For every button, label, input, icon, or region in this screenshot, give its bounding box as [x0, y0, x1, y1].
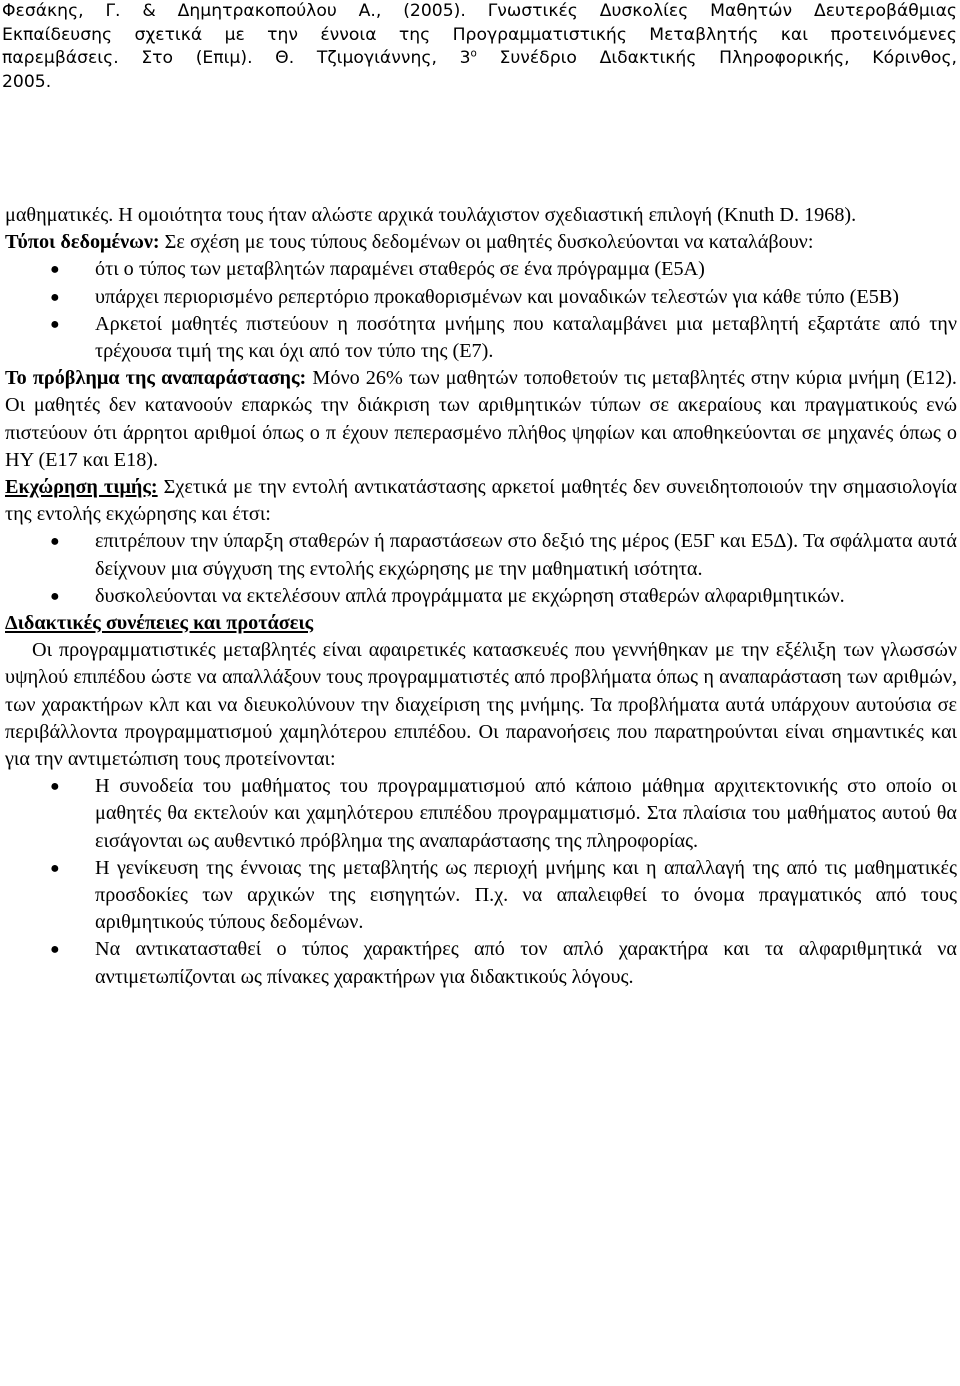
citation-line [2, 47, 957, 71]
bullet-icon: ● [50, 587, 60, 605]
list-item [5, 284, 957, 311]
citation-text: Συνέδριο Διδακτικής Πληροφορικής, Κόρινθος, [476, 48, 957, 68]
list-item [5, 528, 957, 582]
list-item-text: Να αντικατασταθεί ο τύπος χαρακτήρες από τον απλό χαρακτήρα και τα αλφαριθμητικά να αντιμετωπίζονται ως πίνακες χαρακτήρων για διδακτικούς λόγους. [95, 938, 957, 988]
paragraph-text: Σε σχέση με τους τύπους δεδομένων οι μαθητές δυσκολεύονται να καταλάβουν: [159, 231, 814, 254]
list-item-text: Η συνοδεία του μαθήματος του προγραμματισμού από κάποιο μάθημα αρχιτεκτονικής στο οποίο οι μαθητές θα εκτελούν και χαμηλότερου επιπέδου προγραμματισμό. Στα πλαίσια του μαθήματος αυτού θα εισάγονται ως αυθεντικό πρόβλημα της αναπαράστασης της πληροφορίας. [95, 775, 957, 852]
section-heading-data-types: Τύποι δεδομένων: [5, 231, 160, 254]
paragraph-text: Μόνο 26% των μαθητών τοποθετούν τις μεταβλητές στην κύρια μνήμη (Ε12). Οι μαθητές δεν κατανοούν επαρκώς την διάκριση των αριθμητικών τύπων σε ακεραίους και πραγματικούς ενώ πιστεύουν ότι άρρητοι αριθμοί όπως ο π έχουν πεπερασμένο πλήθος ψηφίων και αποθηκεύονται σε μηχανές όπως ο ΗΥ (Ε17 και Ε18). [5, 367, 957, 471]
section-heading-didactic [5, 610, 957, 637]
bullet-icon: ● [50, 261, 60, 279]
list-item [5, 936, 957, 990]
list-item [5, 311, 957, 365]
superscript: ο [470, 47, 477, 60]
bullet-list-assignment [5, 528, 957, 610]
section-heading-didactic-text: Διδακτικές συνέπειες και προτάσεις [5, 612, 314, 635]
list-item-text: ότι ο τύπος των μεταβλητών παραμένει σταθερός σε ένα πρόγραμμα (Ε5Α) [95, 258, 705, 281]
bullet-icon: ● [50, 778, 60, 796]
citation-line: Φεσάκης, Γ. & Δημητρακοπούλου Α., (2005). Γνωστικές Δυσκολίες Μαθητών Δευτεροβάθμιας [2, 1, 957, 21]
bullet-icon: ● [50, 288, 60, 306]
list-item-text: Αρκετοί μαθητές πιστεύουν η ποσότητα μνήμης που καταλαμβάνει μια μεταβλητή εξαρτάτε από την τρέχουσα τιμή της και όχι από τον τύπο της (Ε7). [95, 312, 957, 363]
citation-text: παρεμβάσεις. Στο (Επιμ). Θ. Τζιμογιάννης, 3 [2, 48, 471, 68]
paragraph-representation [5, 365, 957, 474]
bullet-icon: ● [50, 859, 60, 877]
paragraph-assignment [5, 474, 957, 528]
bullet-icon: ● [50, 315, 60, 333]
list-item-text: δυσκολεύονται να εκτελέσουν απλά προγράμματα με εκχώρηση σταθερών αλφαριθμητικών. [95, 584, 845, 607]
citation-line: Εκπαίδευσης σχετικά με την έννοια της Προγραμματιστικής Μεταβλητής και προτεινόμενες [2, 24, 957, 45]
list-item [5, 855, 957, 937]
bullet-list-didactic [5, 773, 957, 991]
bullet-icon: ● [50, 941, 60, 959]
bullet-list-data-types [5, 256, 957, 365]
citation-line: 2005. [2, 71, 52, 92]
list-item-text: επιτρέπουν την ύπαρξη σταθερών ή παραστάσεων στο δεξιό της μέρος (Ε5Γ και Ε5Δ). Τα σφάλματα αυτά δείχνουν μια σύγχυση της εντολής εκχώρησης με την μαθηματική ισότητα. [95, 530, 957, 580]
bullet-icon: ● [50, 533, 60, 551]
document-body [5, 202, 957, 991]
paragraph-data-types [5, 229, 957, 256]
paragraph-didactic: Οι προγραμματιστικές μεταβλητές είναι αφαιρετικές κατασκευές που γεννήθηκαν με την εξέλιξη των γλωσσών υψηλού επιπέδου ώστε να απαλλάξουν τους προγραμματιστές από προβλήματα όπως η αναπαράσταση των αριθμών, των χαρακτήρων κλπ και να διευκολύνουν την διαχείριση της μνήμης. Τα προβλήματα αυτά υπάρχουν αυτούσια σε περιβάλλοντα προγραμματισμού χαμηλότερου επιπέδου. Οι παρανοήσεις που παρατηρούνται είναι σημαντικές και για την αντιμετώπιση τους προτείνονται: [5, 639, 957, 771]
section-heading-representation: Το πρόβλημα της αναπαράστασης: [5, 367, 307, 390]
paragraph-intro: μαθηματικές. Η ομοιότητα τους ήταν αλώστε αρχικά τουλάχιστον σχεδιαστική επιλογή (Knuth D. 1968). [5, 204, 857, 226]
paragraph-text: Σχετικά με την εντολή αντικατάστασης αρκετοί μαθητές δεν συνειδητοποιούν την σημασιολογία της εντολής εκχώρησης και έτσι: [5, 476, 957, 526]
list-item [5, 583, 957, 610]
list-item [5, 256, 957, 283]
list-item-text: Η γενίκευση της έννοιας της μεταβλητής ως περιοχή μνήμης και η απαλλαγή της από τις μαθηματικές προσδοκίες των αρχικών της εισηγητών. Π.χ. να απαλειφθεί το όνομα πραγματικός από τους αριθμητικούς τύπους δεδομένων. [95, 856, 957, 934]
list-item-text: υπάρχει περιορισμένο ρεπερτόριο προκαθορισμένων και μοναδικών τελεστών για κάθε τύπο (Ε5Β) [95, 285, 900, 308]
section-heading-assignment: Εκχώρηση τιμής: [5, 476, 158, 499]
citation-header [2, 0, 957, 94]
list-item [5, 773, 957, 855]
